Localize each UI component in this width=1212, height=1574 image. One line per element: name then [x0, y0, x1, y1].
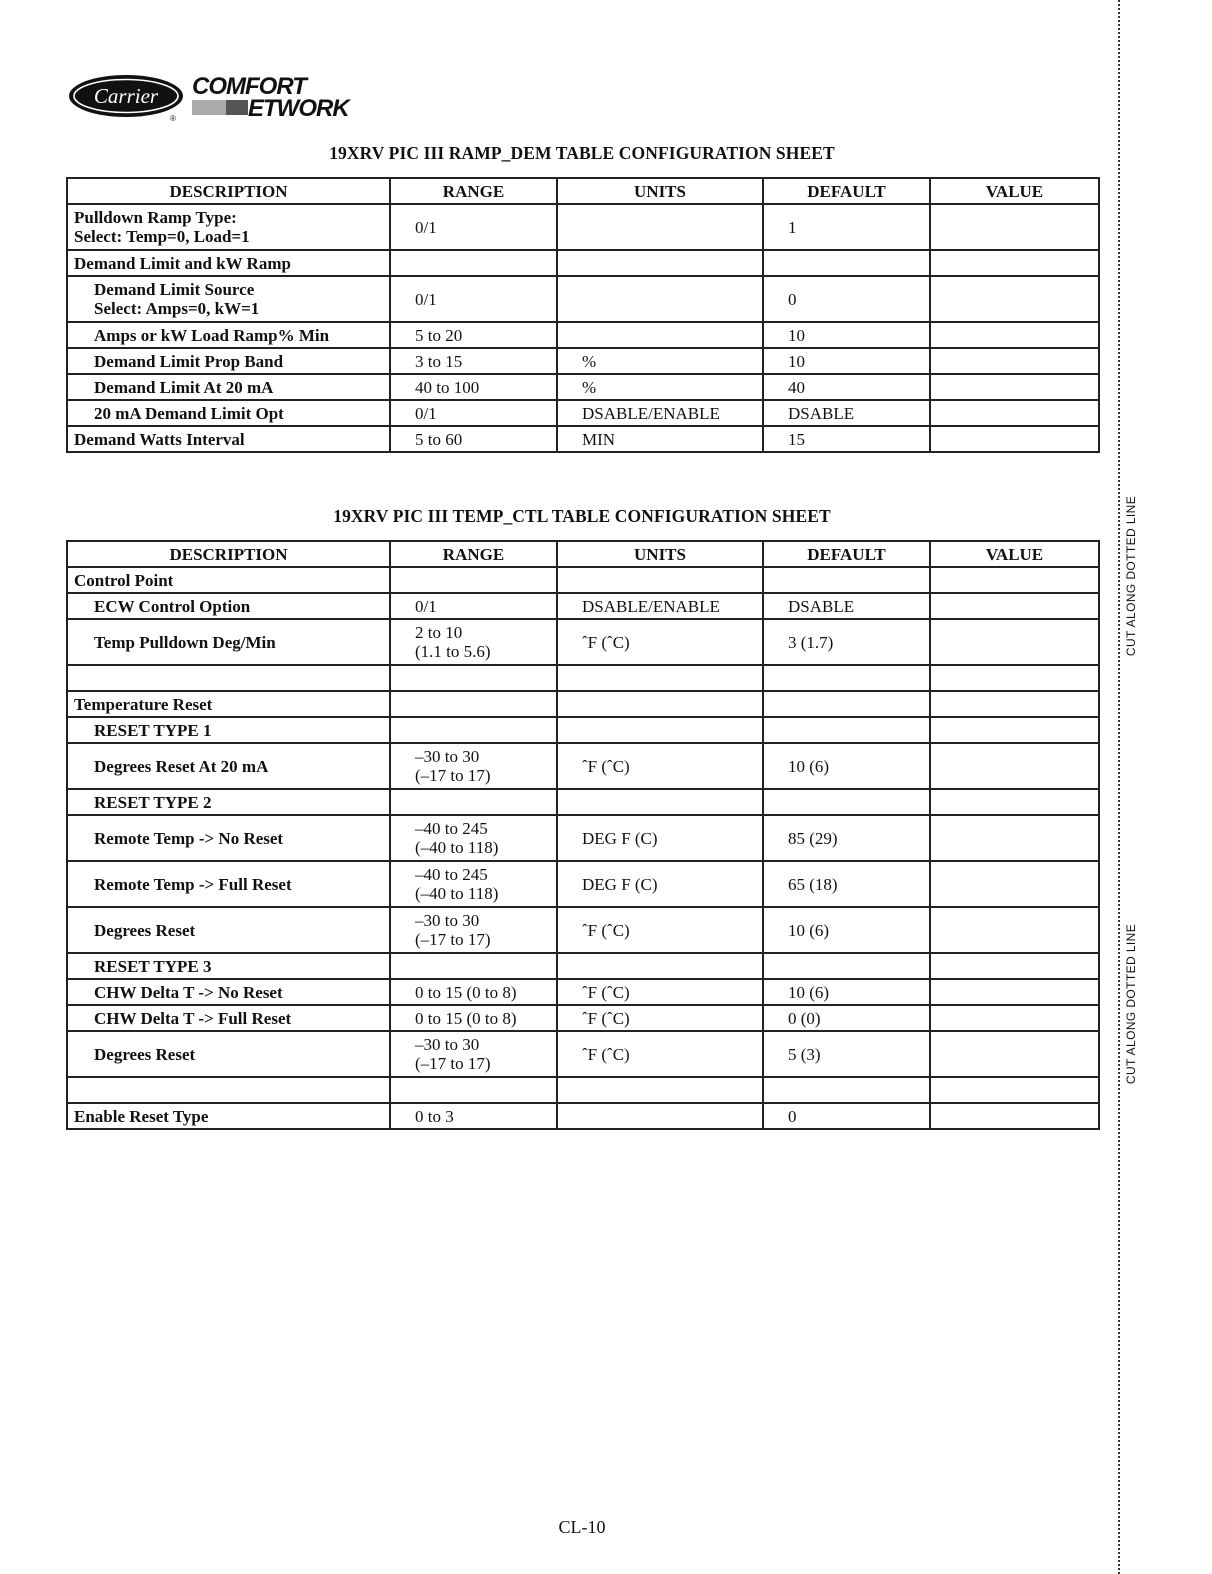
value-input-cell[interactable] [930, 593, 1099, 619]
column-header-value: VALUE [930, 178, 1099, 204]
temp-ctl-table-title: 19XRV PIC III TEMP_CTL TABLE CONFIGURATION SHEET [333, 506, 831, 526]
range-cell [390, 276, 557, 322]
units-cell [557, 815, 763, 861]
value-input-cell[interactable] [930, 979, 1099, 1005]
units-cell [557, 1031, 763, 1077]
units-text: MIN [582, 429, 616, 449]
range-text: –40 to 245 [415, 819, 488, 838]
description-text: RESET TYPE 1 [94, 720, 212, 740]
ramp-dem-config-table [66, 177, 1100, 453]
table-row [67, 907, 1099, 953]
default-cell [763, 717, 930, 743]
value-input-cell[interactable] [930, 567, 1099, 593]
range-cell [390, 593, 557, 619]
range-cell [390, 979, 557, 1005]
value-input-cell[interactable] [930, 743, 1099, 789]
description-text: Select: Amps=0, kW=1 [94, 299, 260, 318]
description-cell [67, 276, 390, 322]
table-row [67, 815, 1099, 861]
value-input-cell[interactable] [930, 953, 1099, 979]
table-row [67, 204, 1099, 250]
range-cell [390, 953, 557, 979]
range-text: 0/1 [415, 217, 437, 237]
description-cell [67, 1103, 390, 1129]
cut-label-lower: CUT ALONG DOTTED LINE [1124, 923, 1138, 1085]
value-input-cell[interactable] [930, 1103, 1099, 1129]
value-input-cell[interactable] [930, 691, 1099, 717]
description-text: RESET TYPE 3 [94, 956, 212, 976]
description-text: Demand Limit At 20 mA [94, 377, 274, 397]
range-text: 0/1 [415, 289, 437, 309]
column-header-description: DESCRIPTION [67, 178, 390, 204]
units-cell [557, 789, 763, 815]
description-cell [67, 691, 390, 717]
description-text: Control Point [74, 570, 174, 590]
description-text: Demand Limit and kW Ramp [74, 253, 291, 273]
range-cell [390, 374, 557, 400]
description-cell [67, 1005, 390, 1031]
value-input-cell[interactable] [930, 276, 1099, 322]
value-input-cell[interactable] [930, 1031, 1099, 1077]
value-input-cell[interactable] [930, 789, 1099, 815]
table-row [67, 276, 1099, 322]
range-cell [390, 717, 557, 743]
description-text: Degrees Reset [94, 1044, 196, 1064]
description-cell [67, 789, 390, 815]
range-text: 0 to 15 (0 to 8) [415, 982, 517, 1002]
value-input-cell[interactable] [930, 374, 1099, 400]
table-row [67, 717, 1099, 743]
description-text: Enable Reset Type [74, 1106, 209, 1126]
units-cell [557, 743, 763, 789]
units-cell [557, 953, 763, 979]
value-input-cell[interactable] [930, 204, 1099, 250]
table-header-row [67, 178, 1099, 204]
units-cell [557, 567, 763, 593]
description-text: RESET TYPE 2 [94, 792, 212, 812]
logo-network-text: ETWORK [248, 95, 349, 122]
value-input-cell[interactable] [930, 717, 1099, 743]
description-text: Demand Limit Source [94, 280, 255, 299]
column-header-description: DESCRIPTION [67, 541, 390, 567]
default-cell [763, 665, 930, 691]
range-text: 0/1 [415, 596, 437, 616]
logo-comfort-text: COMFORT [192, 73, 306, 100]
ramp-dem-table-title: 19XRV PIC III RAMP_DEM TABLE CONFIGURATION SHEET [329, 143, 835, 163]
default-cell: DSABLE [763, 400, 930, 426]
table-row [67, 861, 1099, 907]
description-text: 20 mA Demand Limit Opt [94, 403, 284, 423]
value-input-cell[interactable] [930, 348, 1099, 374]
range-text: –30 to 30 [415, 911, 480, 930]
page-number: CL-10 [558, 1517, 606, 1537]
description-text: CHW Delta T -> Full Reset [94, 1008, 292, 1028]
description-cell [67, 250, 390, 276]
column-header-units: UNITS [557, 178, 763, 204]
description-text: Temperature Reset [74, 694, 213, 714]
range-cell [390, 1103, 557, 1129]
default-cell: 0 [763, 1103, 930, 1129]
units-text: % [582, 377, 597, 397]
units-cell [557, 1005, 763, 1031]
description-text: CHW Delta T -> No Reset [94, 982, 283, 1002]
range-cell [390, 1005, 557, 1031]
logo-brand-text: Carrier [93, 84, 159, 108]
default-cell [763, 250, 930, 276]
description-cell [67, 907, 390, 953]
column-header-range: RANGE [390, 178, 557, 204]
column-header-range: RANGE [390, 541, 557, 567]
column-header-units: UNITS [557, 541, 763, 567]
units-text: ˆF (ˆC) [582, 1008, 630, 1028]
table-row [67, 979, 1099, 1005]
range-text: 5 to 20 [415, 325, 463, 345]
description-cell [67, 593, 390, 619]
range-cell [390, 348, 557, 374]
range-text: (–40 to 118) [415, 838, 499, 857]
table-row [67, 374, 1099, 400]
range-text: (–17 to 17) [415, 766, 491, 785]
description-cell [67, 953, 390, 979]
description-text: ECW Control Option [94, 596, 251, 616]
carrier-comfort-network-logo [68, 70, 368, 122]
range-cell [390, 322, 557, 348]
default-cell [763, 953, 930, 979]
description-text: Demand Limit Prop Band [94, 351, 284, 371]
units-cell [557, 907, 763, 953]
units-text: ˆF (ˆC) [582, 632, 630, 652]
value-input-cell[interactable] [930, 907, 1099, 953]
value-input-cell[interactable] [930, 665, 1099, 691]
units-text: DEG F (C) [582, 874, 658, 894]
units-cell [557, 322, 763, 348]
description-cell [67, 400, 390, 426]
range-text: (–40 to 118) [415, 884, 499, 903]
description-text: Demand Watts Interval [74, 429, 245, 449]
column-header-default: DEFAULT [763, 178, 930, 204]
units-text: % [582, 351, 597, 371]
value-input-cell[interactable] [930, 619, 1099, 665]
units-cell [557, 348, 763, 374]
description-cell [67, 204, 390, 250]
default-cell: 85 (29) [763, 815, 930, 861]
description-cell [67, 1077, 390, 1103]
table-row [67, 400, 1099, 426]
range-text: 0 to 3 [415, 1106, 454, 1126]
range-text: 2 to 10 [415, 623, 463, 642]
units-cell [557, 276, 763, 322]
units-cell [557, 619, 763, 665]
range-cell [390, 665, 557, 691]
description-cell [67, 717, 390, 743]
range-cell [390, 1031, 557, 1077]
description-cell [67, 322, 390, 348]
value-input-cell[interactable] [930, 815, 1099, 861]
value-input-cell[interactable] [930, 250, 1099, 276]
range-cell [390, 743, 557, 789]
range-cell [390, 907, 557, 953]
range-cell [390, 815, 557, 861]
default-cell [763, 691, 930, 717]
description-cell [67, 979, 390, 1005]
range-cell [390, 250, 557, 276]
table-row [67, 691, 1099, 717]
default-cell [763, 567, 930, 593]
value-input-cell[interactable] [930, 861, 1099, 907]
units-text: ˆF (ˆC) [582, 920, 630, 940]
default-cell: 10 (6) [763, 907, 930, 953]
units-cell [557, 204, 763, 250]
dotted-cut-line [1118, 0, 1120, 1574]
description-cell [67, 861, 390, 907]
column-header-value: VALUE [930, 541, 1099, 567]
default-cell [763, 789, 930, 815]
units-cell [557, 717, 763, 743]
range-cell [390, 567, 557, 593]
default-cell: 15 [763, 426, 930, 452]
units-cell [557, 1077, 763, 1103]
table-row [67, 567, 1099, 593]
description-cell [67, 567, 390, 593]
range-cell [390, 619, 557, 665]
default-cell: 10 (6) [763, 979, 930, 1005]
default-cell: 0 [763, 276, 930, 322]
units-cell [557, 593, 763, 619]
units-text: DSABLE/ENABLE [582, 596, 720, 616]
table-row [67, 250, 1099, 276]
table-row [67, 426, 1099, 452]
default-cell: 10 (6) [763, 743, 930, 789]
default-cell: 0 (0) [763, 1005, 930, 1031]
value-input-cell[interactable] [930, 322, 1099, 348]
default-cell: 3 (1.7) [763, 619, 930, 665]
units-cell [557, 426, 763, 452]
description-cell [67, 619, 390, 665]
description-text: Remote Temp -> Full Reset [94, 874, 292, 894]
description-cell [67, 665, 390, 691]
units-text: DEG F (C) [582, 828, 658, 848]
range-text: (–17 to 17) [415, 1054, 491, 1073]
description-text: Temp Pulldown Deg/Min [94, 632, 276, 652]
range-text: –40 to 245 [415, 865, 488, 884]
default-cell: 5 (3) [763, 1031, 930, 1077]
range-text: (1.1 to 5.6) [415, 642, 491, 661]
description-text: Select: Temp=0, Load=1 [74, 227, 250, 246]
range-text: 40 to 100 [415, 377, 480, 397]
value-input-cell[interactable] [930, 1005, 1099, 1031]
table-row [67, 619, 1099, 665]
units-cell [557, 665, 763, 691]
table-row [67, 1077, 1099, 1103]
units-cell [557, 861, 763, 907]
description-text: Amps or kW Load Ramp% Min [94, 325, 330, 345]
description-cell [67, 743, 390, 789]
units-cell [557, 691, 763, 717]
description-cell [67, 348, 390, 374]
range-text: –30 to 30 [415, 747, 480, 766]
units-text: ˆF (ˆC) [582, 756, 630, 776]
description-text: Degrees Reset At 20 mA [94, 756, 269, 776]
units-text: ˆF (ˆC) [582, 1044, 630, 1064]
table-row [67, 593, 1099, 619]
units-cell [557, 374, 763, 400]
units-cell [557, 250, 763, 276]
range-text: –30 to 30 [415, 1035, 480, 1054]
default-cell [763, 1077, 930, 1103]
cut-label-upper: CUT ALONG DOTTED LINE [1124, 495, 1138, 657]
table-row [67, 348, 1099, 374]
range-cell [390, 789, 557, 815]
description-cell [67, 1031, 390, 1077]
registered-mark: ® [170, 114, 176, 122]
range-text: (–17 to 17) [415, 930, 491, 949]
table-row [67, 953, 1099, 979]
range-text: 3 to 15 [415, 351, 463, 371]
description-cell [67, 374, 390, 400]
column-header-default: DEFAULT [763, 541, 930, 567]
units-cell [557, 400, 763, 426]
table-row [67, 1031, 1099, 1077]
range-cell [390, 400, 557, 426]
range-text: 0/1 [415, 403, 437, 423]
description-text: Degrees Reset [94, 920, 196, 940]
temp-ctl-config-table [66, 540, 1100, 1130]
range-cell [390, 204, 557, 250]
value-input-cell[interactable] [930, 1077, 1099, 1103]
range-text: 0 to 15 (0 to 8) [415, 1008, 517, 1028]
range-cell [390, 1077, 557, 1103]
default-cell: DSABLE [763, 593, 930, 619]
range-text: 5 to 60 [415, 429, 463, 449]
table-row [67, 322, 1099, 348]
units-text: DSABLE/ENABLE [582, 403, 720, 423]
default-cell: 40 [763, 374, 930, 400]
description-cell [67, 815, 390, 861]
description-text: Pulldown Ramp Type: [74, 208, 237, 227]
description-cell [67, 426, 390, 452]
table-header-row [67, 541, 1099, 567]
units-text: ˆF (ˆC) [582, 982, 630, 1002]
default-cell: 10 [763, 348, 930, 374]
range-cell [390, 691, 557, 717]
table-row [67, 665, 1099, 691]
default-cell: 65 (18) [763, 861, 930, 907]
default-cell: 10 [763, 322, 930, 348]
value-input-cell[interactable] [930, 426, 1099, 452]
units-cell [557, 979, 763, 1005]
value-input-cell[interactable] [930, 400, 1099, 426]
description-text: Remote Temp -> No Reset [94, 828, 284, 848]
units-cell [557, 1103, 763, 1129]
table-row [67, 743, 1099, 789]
range-cell [390, 426, 557, 452]
table-row [67, 789, 1099, 815]
default-cell: 1 [763, 204, 930, 250]
table-row [67, 1005, 1099, 1031]
range-cell [390, 861, 557, 907]
table-row [67, 1103, 1099, 1129]
